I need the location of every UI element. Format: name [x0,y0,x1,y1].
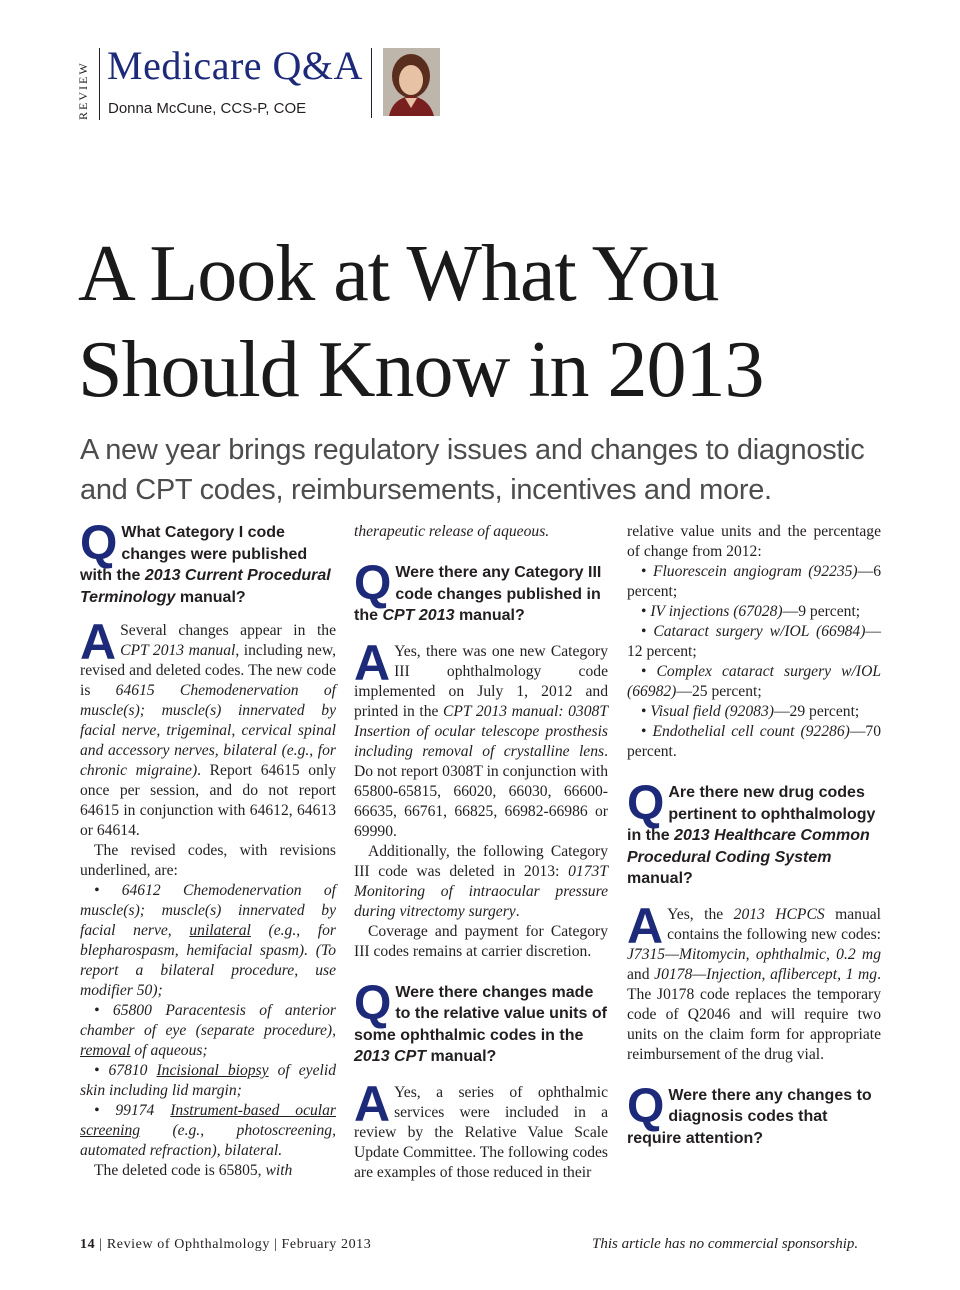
revised-code-67810: • 67810 Incisional biopsy of eyelid skin including lid margin; [80,1062,336,1099]
rail-divider [99,48,100,120]
q-initial: Q [354,557,392,610]
section-rail [76,50,98,122]
answer-3: A Yes, a series of ophthalmic services were included in a review by the Relative Value Scale Update Committee. The following codes are examples of those reduced in their [354,1075,608,1181]
section-label: REVIEW [76,61,90,120]
author-portrait [383,48,440,116]
revised-code-64612: • 64612 Chemodenervation of muscle(s); muscle(s) innervated by facial nerve, unilateral (e.g., for blepharospasm, hemifacial spasm). (To report a bilateral procedure, use modifier 50); [80,882,336,999]
author-byline: Donna McCune, CCS-P, COE [108,100,307,117]
headline-line-1: A Look at What You [78,230,719,318]
rvu-item: • Visual field (92083)—29 percent; [641,703,860,720]
a-initial: A [80,614,117,670]
a-initial: A [627,897,664,954]
deck-line-2: and CPT codes, reimbursements, incentives and more. [80,474,772,506]
continuation-text: therapeutic release of aqueous. [354,523,550,540]
rvu-item: • IV injections (67028)—9 percent; [641,603,861,620]
portrait-divider [371,48,372,118]
column-3 [627,522,881,1149]
a-initial: A [354,1075,391,1132]
page-number: 14 [80,1237,96,1252]
revised-code-65800: • 65800 Paracentesis of anterior chamber of eye (separate procedure), removal of aqueous; [80,1002,336,1059]
column-2 [354,522,608,1183]
deleted-code: The deleted code is 65805, with [94,1162,293,1179]
column-1 [80,517,336,1181]
rvu-item: • Fluorescein angiogram (92235)—6 percent; [627,563,881,600]
answer-4: A Yes, the 2013 HCPCS manual contains the following new codes: J7315—Mitomycin, ophthalmic, 0.2 mg and J0178—Injection, aflibercept, 1 mg. The J0178 code replaces the temporary code of Q2046 and will require two units on the claim form for appropriate reimbursement of the drug vial. [627,897,881,1063]
deck [80,430,940,510]
revised-code-99174: • 99174 Instrument-based ocular screening (e.g., photoscreening, automated refraction), bilateral. [80,1102,336,1159]
sponsorship-note: This article has no commercial sponsorship. [592,1236,859,1252]
question-5: Q Were there any changes to diagnosis codes that require attention? [627,1079,872,1147]
question-4: Q Are there new drug codes pertinent to ophthalmology in the 2013 Healthcare Common Procedural Coding System manual? [627,777,876,887]
category-iii-deleted: Additionally, the following Category III code was deleted in 2013: 0173T Monitoring of intraocular pressure during vitrectomy surgery. [354,842,608,920]
rvu-item: • Cataract surgery w/IOL (66984)—12 percent; [627,623,882,660]
rvu-item: • Complex cataract surgery w/IOL (66982)—25 percent; [627,663,881,700]
q-initial: Q [354,976,392,1030]
answer-2: A Yes, there was one new Category III ophthalmology code implemented on July 1, 2012 and printed in the CPT 2013 manual: 0308T Insertion of ocular telescope prosthesis including removal of crystalline lens. Do not report 0308T in conjunction with 65800-65815, 66020, 66030, 66600-66635, 66761, 66825, 66982-66986 or 69990. [354,634,608,840]
question-1: Q What Category I code changes were published with the 2013 Current Procedural Terminology manual? [80,517,331,606]
headline-line-2: Should Know in 2013 [78,326,764,414]
coverage-note: Coverage and payment for Category III codes remains at carrier discretion. [354,922,608,960]
magazine-name: Review of Ophthalmology [106,1237,270,1252]
column-title: Medicare Q&A [107,43,363,88]
answer-1: A Several changes appear in the CPT 2013 manual, including new, revised and deleted codes. The new code is 64615 Chemodenervation of muscle(s); muscle(s) innervated by facial nerve, trigeminal, cervical spinal and accessory nerves, bilateral (e.g., for chronic migraine). Report 64615 only once per session, and do not report 64615 in conjunction with 64612, 64613 or 64614. [80,614,336,839]
revised-intro: The revised codes, with revisions underlined, are: [80,842,336,879]
question-2: Q Were there any Category III code changes published in the CPT 2013 manual? [354,557,602,624]
folio: 14 | Review of Ophthalmology | February 2013 [80,1237,372,1252]
rvu-item: • Endothelial cell count (92286)—70 percent. [627,723,882,760]
q-initial: Q [627,1079,665,1133]
q-initial: Q [627,777,665,830]
q-initial: Q [80,517,118,570]
continuation-text: relative value units and the percentage of change from 2012: [627,523,881,560]
issue-date: February 2013 [281,1237,372,1252]
question-3: Q Were there changes made to the relative value units of some ophthalmic codes in the 2013 CPT manual? [354,976,607,1065]
a-initial: A [354,634,391,691]
headline [78,226,938,418]
deck-line-1: A new year brings regulatory issues and changes to diagnostic [80,434,865,466]
